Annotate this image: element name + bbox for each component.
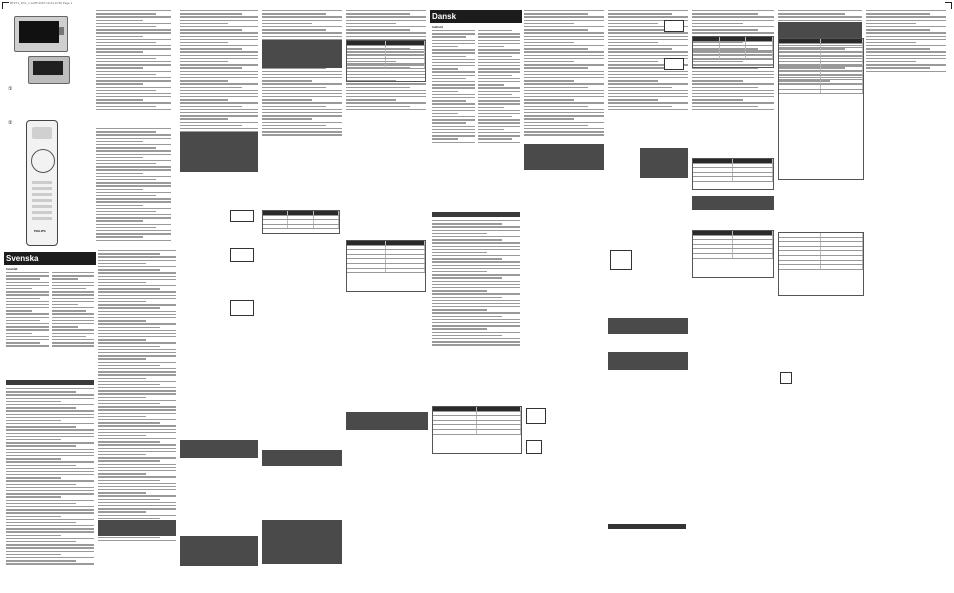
svenska-toc [6,272,94,372]
dansk-note-box-3 [608,352,688,370]
remote-control-illustration [26,120,58,246]
svenska-toc-label: Innehåll [6,267,18,271]
dansk-column-4 [692,10,774,588]
dansk-column-3 [608,10,688,588]
dansk-toc [432,30,520,210]
remote-brand-label: PHILIPS [34,229,46,233]
left-panel-column-b [96,128,171,248]
dansk-warning-box-2 [778,22,862,38]
svenska-functions-text [6,388,94,588]
svenska-gray-box-d [346,412,428,430]
dvd-player-illustration [14,16,68,52]
svenska-column-3 [180,10,258,588]
crop-mark-top-right [945,2,952,9]
adapter-icon [230,300,254,316]
dansk-spec-table [432,406,522,454]
dansk-table-2 [692,158,774,190]
svenska-note-box-1 [98,520,176,536]
dansk-note-box-4 [692,196,774,210]
dansk-column-2 [524,10,604,588]
dansk-recycle-icon-2 [780,372,792,384]
svenska-warning-box [180,132,258,172]
dansk-warning-box [524,144,604,170]
dansk-title-bar [430,10,522,23]
svenska-section-bar [6,380,94,385]
dansk-table-3 [692,230,774,278]
dansk-spec-table-2 [778,232,864,296]
file-header: BTFT1_DVx_1 sw55 2007-10-24 11:50 Page 1 [10,1,73,5]
dansk-section-bar [432,212,520,217]
step-number-2: ② [8,120,13,126]
dansk-disc-icon [664,20,684,32]
dansk-section-header [608,524,686,529]
svenska-title: Svenska [6,254,39,263]
svenska-gray-box-c [262,520,342,564]
dansk-cable-icon [610,250,632,270]
svenska-table-3 [346,240,426,292]
disc-player-icon [230,210,254,222]
svenska-gray-box-b [262,450,342,466]
hearing-icon [526,408,546,424]
dansk-note-box-2 [608,318,688,334]
left-panel-column-a [96,10,171,128]
step-number-1: ① [8,86,13,92]
connector-icon [230,248,254,262]
svenska-column-2 [98,250,176,588]
svenska-note-box-2 [180,440,258,458]
dansk-toc-label: Indhold [432,25,443,29]
dvd-player-side-illustration [28,56,70,84]
svenska-column-4 [262,10,342,588]
dansk-table-1 [692,36,774,68]
device-illustration-panel [8,8,88,248]
svenska-table-2 [346,40,426,82]
dansk-plug-icon [664,58,684,70]
dansk-title: Dansk [432,12,457,21]
dansk-functions-text [432,220,520,588]
recycle-icon [526,440,542,454]
svenska-table-1 [262,210,340,234]
svenska-note-box-3 [180,536,258,566]
dansk-troubleshooting-table [778,38,864,180]
svenska-title-bar [4,252,96,265]
right-margin-column [866,10,946,588]
dansk-note-box-1 [640,148,688,178]
svenska-column-5 [346,10,426,588]
svenska-gray-box-a [262,40,342,68]
